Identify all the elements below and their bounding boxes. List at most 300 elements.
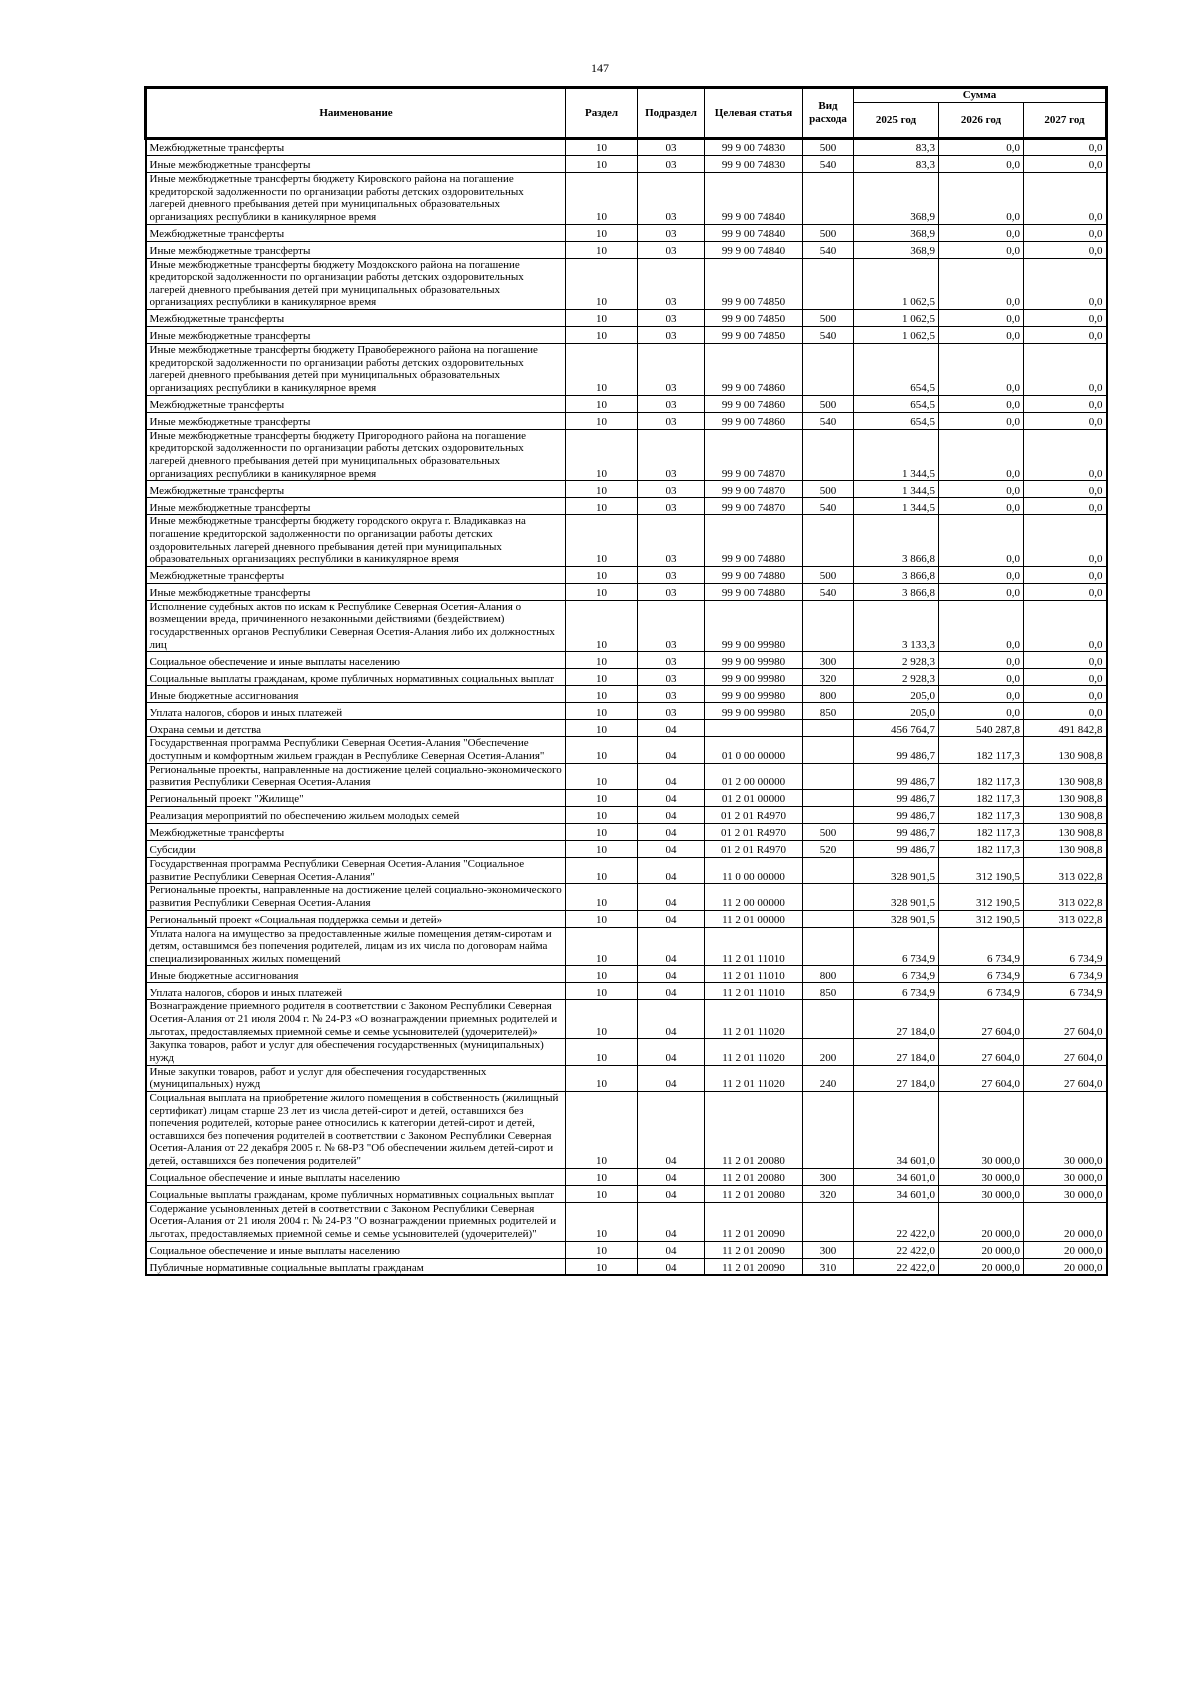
cell-2027: 0,0 [1024,429,1107,481]
cell-name: Региональные проекты, направленные на достижение целей социально-экономического развития Республики Северная Осетия-Алания [146,763,566,789]
cell-2025: 368,9 [854,241,939,258]
cell-2025: 99 486,7 [854,737,939,763]
cell-section: 10 [566,983,638,1000]
cell-target: 11 2 01 00000 [705,910,803,927]
cell-expense-type: 850 [803,703,854,720]
cell-subsection: 03 [638,173,705,225]
cell-name: Иные межбюджетные трансферты [146,241,566,258]
cell-name: Иные межбюджетные трансферты бюджету Правобережного района на погашение кредиторской задолженности по организации работы детских оздоровительных лагерей дневного пребывания детей при муниципальных образовательных организациях республики в каникулярное время [146,344,566,396]
cell-2027: 0,0 [1024,139,1107,156]
cell-2027: 30 000,0 [1024,1185,1107,1202]
cell-2025: 99 486,7 [854,806,939,823]
cell-section: 10 [566,498,638,515]
cell-target: 99 9 00 74860 [705,344,803,396]
cell-subsection: 04 [638,927,705,966]
table-row [146,669,1107,686]
cell-target: 01 2 01 R4970 [705,840,803,857]
table-row [146,983,1107,1000]
cell-section: 10 [566,258,638,310]
table-row [146,498,1107,515]
header-section: Раздел [566,88,638,139]
cell-section: 10 [566,703,638,720]
table-row [146,173,1107,225]
table-row [146,241,1107,258]
header-sum: Сумма [854,88,1107,103]
cell-subsection: 03 [638,703,705,720]
cell-target: 99 9 00 99980 [705,652,803,669]
cell-subsection: 04 [638,983,705,1000]
cell-2025: 654,5 [854,412,939,429]
table-row [146,806,1107,823]
cell-2027: 6 734,9 [1024,966,1107,983]
cell-target: 99 9 00 74880 [705,566,803,583]
cell-2026: 0,0 [939,481,1024,498]
cell-name: Исполнение судебных актов по искам к Республике Северная Осетия-Алания о возмещении вреда, причиненного незаконными действиями (бездействием) государственных органов Республики Северная Осетия-Алания либо их должностных лиц [146,600,566,652]
cell-subsection: 03 [638,686,705,703]
table-row [146,703,1107,720]
cell-2026: 0,0 [939,703,1024,720]
cell-subsection: 04 [638,1258,705,1275]
page-number: 147 [591,61,609,75]
cell-section: 10 [566,395,638,412]
cell-section: 10 [566,823,638,840]
cell-name: Социальные выплаты гражданам, кроме публичных нормативных социальных выплат [146,669,566,686]
cell-2025: 368,9 [854,224,939,241]
cell-section: 10 [566,1241,638,1258]
cell-name: Государственная программа Республики Северная Осетия-Алания "Социальное развитие Республики Северная Осетия-Алания" [146,857,566,883]
cell-2026: 0,0 [939,412,1024,429]
cell-2026: 0,0 [939,327,1024,344]
cell-section: 10 [566,173,638,225]
cell-name: Региональный проект "Жилище" [146,789,566,806]
cell-name: Вознаграждение приемного родителя в соответствии с Законом Республики Северная Осетия-Алания от 21 июля 2004 г. № 24-РЗ «О вознаграждении приемных родителей и льготах, предоставляемых приемной семье и семье усыновителей (удочерителей)» [146,1000,566,1039]
header-subsection: Подраздел [638,88,705,139]
cell-section: 10 [566,857,638,883]
cell-name: Межбюджетные трансферты [146,224,566,241]
cell-name: Иные закупки товаров, работ и услуг для обеспечения государственных (муниципальных) нужд [146,1065,566,1091]
cell-2026: 0,0 [939,583,1024,600]
cell-name: Иные межбюджетные трансферты [146,498,566,515]
cell-target: 01 2 01 R4970 [705,806,803,823]
cell-name: Межбюджетные трансферты [146,823,566,840]
cell-section: 10 [566,241,638,258]
cell-expense-type [803,737,854,763]
table-row [146,652,1107,669]
cell-2026: 182 117,3 [939,806,1024,823]
header-2025: 2025 год [854,103,939,139]
cell-name: Иные межбюджетные трансферты бюджету городского округа г. Владикавказ на погашение кредиторской задолженности по организации работы детских оздоровительных лагерей дневного пребывания детей при муниципальных образовательных организациях республики в каникулярное время [146,515,566,567]
cell-2026: 312 190,5 [939,884,1024,910]
cell-name: Закупка товаров, работ и услуг для обеспечения государственных (муниципальных) нужд [146,1039,566,1065]
cell-2025: 654,5 [854,395,939,412]
cell-section: 10 [566,583,638,600]
cell-section: 10 [566,600,638,652]
table-row [146,1000,1107,1039]
cell-2027: 130 908,8 [1024,737,1107,763]
cell-expense-type: 520 [803,840,854,857]
table-row [146,966,1107,983]
cell-2027: 130 908,8 [1024,763,1107,789]
cell-target: 99 9 00 74840 [705,241,803,258]
header-expense-type: Вид расхода [803,88,854,139]
cell-name: Иные межбюджетные трансферты бюджету Пригородного района на погашение кредиторской задолженности по организации работы детских оздоровительных лагерей дневного пребывания детей при муниципальных образовательных организациях республики в каникулярное время [146,429,566,481]
cell-expense-type [803,1202,854,1241]
cell-section: 10 [566,1091,638,1168]
table-row [146,789,1107,806]
table-row [146,481,1107,498]
cell-section: 10 [566,344,638,396]
table-row [146,156,1107,173]
cell-2027: 0,0 [1024,566,1107,583]
cell-2025: 99 486,7 [854,789,939,806]
cell-section: 10 [566,884,638,910]
header-2027: 2027 год [1024,103,1107,139]
cell-2025: 22 422,0 [854,1258,939,1275]
cell-subsection: 04 [638,806,705,823]
table-row [146,412,1107,429]
table-body [146,139,1107,1276]
cell-2027: 0,0 [1024,600,1107,652]
cell-2027: 130 908,8 [1024,823,1107,840]
cell-name: Охрана семьи и детства [146,720,566,737]
cell-2026: 27 604,0 [939,1065,1024,1091]
cell-subsection: 03 [638,139,705,156]
cell-2027: 20 000,0 [1024,1258,1107,1275]
cell-2026: 20 000,0 [939,1258,1024,1275]
table-row [146,1091,1107,1168]
cell-expense-type: 300 [803,1241,854,1258]
cell-section: 10 [566,566,638,583]
cell-2026: 27 604,0 [939,1000,1024,1039]
cell-section: 10 [566,412,638,429]
cell-subsection: 04 [638,720,705,737]
cell-expense-type: 500 [803,481,854,498]
cell-section: 10 [566,806,638,823]
cell-name: Социальное обеспечение и иные выплаты населению [146,1241,566,1258]
cell-2026: 182 117,3 [939,763,1024,789]
table-row [146,840,1107,857]
cell-subsection: 04 [638,789,705,806]
cell-2027: 27 604,0 [1024,1000,1107,1039]
table-row [146,515,1107,567]
cell-2025: 6 734,9 [854,927,939,966]
cell-target: 99 9 00 99980 [705,669,803,686]
cell-2027: 0,0 [1024,686,1107,703]
table-row [146,344,1107,396]
cell-2027: 0,0 [1024,258,1107,310]
cell-section: 10 [566,515,638,567]
cell-name: Содержание усыновленных детей в соответствии с Законом Республики Северная Осетия-Алания от 21 июля 2004 г. № 24-РЗ "О вознаграждении приемных родителей и льготах, предоставляемых приемной семье и семье усыновителей (удочерителей)" [146,1202,566,1241]
cell-subsection: 04 [638,840,705,857]
cell-2025: 6 734,9 [854,966,939,983]
cell-target: 99 9 00 74870 [705,498,803,515]
cell-2027: 0,0 [1024,310,1107,327]
cell-section: 10 [566,1258,638,1275]
cell-2026: 30 000,0 [939,1185,1024,1202]
cell-2026: 540 287,8 [939,720,1024,737]
table-row [146,686,1107,703]
table-row [146,737,1107,763]
cell-target: 99 9 00 74880 [705,515,803,567]
cell-2026: 0,0 [939,600,1024,652]
table-row [146,720,1107,737]
cell-2027: 6 734,9 [1024,983,1107,1000]
cell-2027: 0,0 [1024,395,1107,412]
cell-target: 11 2 01 11020 [705,1065,803,1091]
table-row [146,1241,1107,1258]
cell-expense-type: 540 [803,498,854,515]
cell-section: 10 [566,737,638,763]
cell-target: 11 2 01 11010 [705,983,803,1000]
cell-2026: 0,0 [939,344,1024,396]
cell-2026: 30 000,0 [939,1168,1024,1185]
cell-2027: 0,0 [1024,498,1107,515]
cell-subsection: 03 [638,566,705,583]
cell-2026: 0,0 [939,395,1024,412]
cell-expense-type [803,173,854,225]
cell-subsection: 04 [638,857,705,883]
cell-target: 11 2 01 20080 [705,1185,803,1202]
cell-target: 11 2 01 20080 [705,1168,803,1185]
cell-2027: 20 000,0 [1024,1202,1107,1241]
cell-2027: 30 000,0 [1024,1168,1107,1185]
cell-section: 10 [566,310,638,327]
cell-expense-type: 300 [803,652,854,669]
cell-name: Региональные проекты, направленные на достижение целей социально-экономического развития Республики Северная Осетия-Алания [146,884,566,910]
cell-expense-type [803,515,854,567]
cell-subsection: 03 [638,600,705,652]
cell-2025: 2 928,3 [854,652,939,669]
cell-2025: 205,0 [854,686,939,703]
cell-expense-type: 540 [803,412,854,429]
cell-target: 01 0 00 00000 [705,737,803,763]
cell-section: 10 [566,1065,638,1091]
cell-name: Региональный проект «Социальная поддержка семьи и детей» [146,910,566,927]
cell-target: 01 2 01 00000 [705,789,803,806]
cell-2025: 1 062,5 [854,327,939,344]
cell-2027: 27 604,0 [1024,1065,1107,1091]
cell-2025: 99 486,7 [854,823,939,840]
cell-2027: 0,0 [1024,481,1107,498]
cell-name: Межбюджетные трансферты [146,566,566,583]
cell-name: Иные межбюджетные трансферты [146,412,566,429]
cell-target: 99 9 00 74850 [705,327,803,344]
cell-2025: 368,9 [854,173,939,225]
cell-2025: 328 901,5 [854,884,939,910]
cell-subsection: 03 [638,652,705,669]
cell-2025: 654,5 [854,344,939,396]
cell-name: Реализация мероприятий по обеспечению жильем молодых семей [146,806,566,823]
cell-2026: 0,0 [939,515,1024,567]
cell-expense-type: 500 [803,395,854,412]
cell-target: 99 9 00 99980 [705,703,803,720]
cell-target: 11 2 01 11010 [705,966,803,983]
cell-subsection: 03 [638,241,705,258]
cell-2025: 34 601,0 [854,1091,939,1168]
table-row [146,429,1107,481]
cell-expense-type [803,258,854,310]
cell-2027: 0,0 [1024,669,1107,686]
cell-2025: 205,0 [854,703,939,720]
cell-2027: 0,0 [1024,173,1107,225]
cell-name: Иные межбюджетные трансферты бюджету Моздокского района на погашение кредиторской задолженности по организации работы детских оздоровительных лагерей дневного пребывания детей при муниципальных образовательных организациях республики в каникулярное время [146,258,566,310]
table-row [146,910,1107,927]
table-row [146,1065,1107,1091]
cell-2026: 182 117,3 [939,823,1024,840]
cell-expense-type: 800 [803,966,854,983]
cell-2025: 3 133,3 [854,600,939,652]
table-row [146,823,1107,840]
cell-subsection: 03 [638,429,705,481]
cell-2026: 182 117,3 [939,840,1024,857]
table-row [146,1039,1107,1065]
cell-section: 10 [566,720,638,737]
cell-2025: 1 344,5 [854,481,939,498]
cell-subsection: 03 [638,412,705,429]
table-row [146,763,1107,789]
cell-expense-type [803,720,854,737]
cell-2025: 3 866,8 [854,515,939,567]
cell-expense-type: 300 [803,1168,854,1185]
cell-target: 99 9 00 74830 [705,139,803,156]
cell-expense-type [803,429,854,481]
cell-expense-type [803,600,854,652]
cell-target: 11 2 01 20090 [705,1258,803,1275]
cell-subsection: 04 [638,763,705,789]
cell-name: Иные межбюджетные трансферты [146,327,566,344]
cell-2025: 27 184,0 [854,1000,939,1039]
table-row [146,884,1107,910]
cell-expense-type: 200 [803,1039,854,1065]
cell-name: Межбюджетные трансферты [146,139,566,156]
cell-2027: 27 604,0 [1024,1039,1107,1065]
cell-target: 99 9 00 74850 [705,310,803,327]
cell-2026: 0,0 [939,310,1024,327]
cell-2025: 1 344,5 [854,498,939,515]
table-row [146,1258,1107,1275]
cell-subsection: 04 [638,1185,705,1202]
cell-2027: 0,0 [1024,515,1107,567]
cell-subsection: 04 [638,1241,705,1258]
cell-2026: 312 190,5 [939,857,1024,883]
cell-subsection: 03 [638,258,705,310]
cell-2025: 1 344,5 [854,429,939,481]
table-row [146,139,1107,156]
cell-2027: 313 022,8 [1024,857,1107,883]
cell-section: 10 [566,763,638,789]
cell-2026: 0,0 [939,669,1024,686]
cell-2026: 6 734,9 [939,966,1024,983]
cell-name: Социальное обеспечение и иные выплаты населению [146,652,566,669]
cell-section: 10 [566,910,638,927]
cell-target: 11 2 01 20080 [705,1091,803,1168]
cell-subsection: 03 [638,156,705,173]
cell-section: 10 [566,789,638,806]
cell-2026: 0,0 [939,173,1024,225]
cell-2025: 27 184,0 [854,1065,939,1091]
cell-subsection: 03 [638,310,705,327]
cell-expense-type: 540 [803,327,854,344]
cell-2025: 22 422,0 [854,1202,939,1241]
cell-name: Иные межбюджетные трансферты бюджету Кировского района на погашение кредиторской задолженности по организации работы детских оздоровительных лагерей дневного пребывания детей при муниципальных образовательных организациях республики в каникулярное время [146,173,566,225]
cell-target: 11 2 01 20090 [705,1202,803,1241]
cell-subsection: 04 [638,966,705,983]
table-row [146,600,1107,652]
cell-section: 10 [566,224,638,241]
cell-2026: 0,0 [939,224,1024,241]
cell-name: Социальные выплаты гражданам, кроме публичных нормативных социальных выплат [146,1185,566,1202]
cell-target: 99 9 00 74870 [705,481,803,498]
cell-section: 10 [566,1202,638,1241]
cell-2026: 27 604,0 [939,1039,1024,1065]
cell-expense-type [803,884,854,910]
cell-target: 01 2 01 R4970 [705,823,803,840]
table-row [146,927,1107,966]
cell-2025: 1 062,5 [854,258,939,310]
cell-target: 99 9 00 74830 [705,156,803,173]
cell-expense-type: 240 [803,1065,854,1091]
header-target: Целевая статья [705,88,803,139]
cell-subsection: 04 [638,1168,705,1185]
cell-name: Иные межбюджетные трансферты [146,583,566,600]
cell-subsection: 03 [638,395,705,412]
cell-2027: 0,0 [1024,652,1107,669]
cell-target: 11 2 01 20090 [705,1241,803,1258]
cell-2025: 456 764,7 [854,720,939,737]
cell-2026: 0,0 [939,156,1024,173]
cell-subsection: 04 [638,823,705,840]
cell-section: 10 [566,686,638,703]
cell-subsection: 04 [638,1000,705,1039]
cell-2026: 0,0 [939,241,1024,258]
cell-target: 11 0 00 00000 [705,857,803,883]
cell-subsection: 04 [638,1202,705,1241]
cell-name: Иные бюджетные ассигнования [146,686,566,703]
cell-section: 10 [566,1168,638,1185]
cell-section: 10 [566,481,638,498]
cell-section: 10 [566,652,638,669]
cell-2026: 182 117,3 [939,737,1024,763]
cell-2026: 20 000,0 [939,1202,1024,1241]
cell-2027: 130 908,8 [1024,840,1107,857]
cell-name: Межбюджетные трансферты [146,310,566,327]
cell-expense-type [803,789,854,806]
budget-table [144,86,1108,1276]
cell-2026: 30 000,0 [939,1091,1024,1168]
cell-name: Государственная программа Республики Северная Осетия-Алания "Обеспечение доступным и комфортным жильем граждан в Республике Северная Осетия-Алания" [146,737,566,763]
cell-2025: 328 901,5 [854,857,939,883]
header-name: Наименование [146,88,566,139]
cell-name: Уплата налогов, сборов и иных платежей [146,983,566,1000]
cell-section: 10 [566,156,638,173]
cell-2027: 0,0 [1024,241,1107,258]
table-row [146,583,1107,600]
cell-expense-type: 500 [803,139,854,156]
cell-target: 99 9 00 74850 [705,258,803,310]
cell-expense-type [803,857,854,883]
cell-section: 10 [566,139,638,156]
cell-2027: 0,0 [1024,703,1107,720]
cell-target: 99 9 00 99980 [705,686,803,703]
cell-expense-type: 850 [803,983,854,1000]
cell-2025: 34 601,0 [854,1185,939,1202]
cell-expense-type: 500 [803,823,854,840]
table-row [146,1202,1107,1241]
cell-name: Субсидии [146,840,566,857]
cell-subsection: 03 [638,515,705,567]
cell-target: 99 9 00 74860 [705,395,803,412]
cell-subsection: 03 [638,669,705,686]
